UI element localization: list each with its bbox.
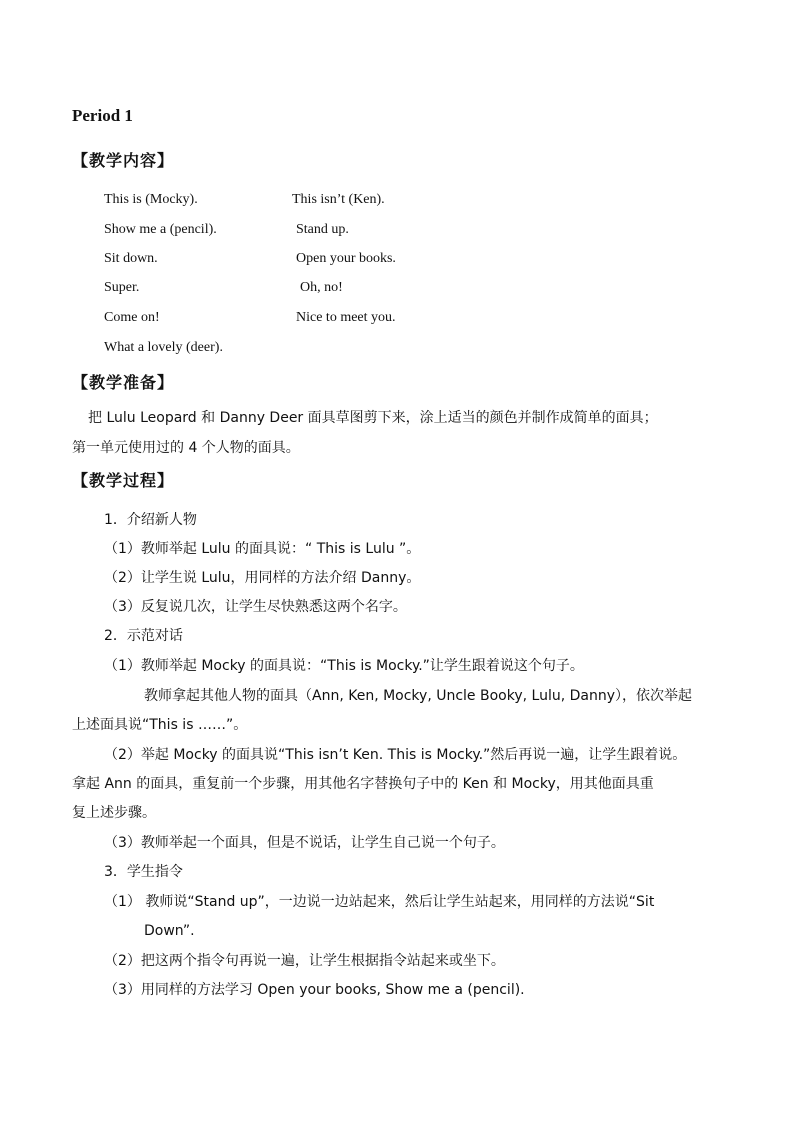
content-phrase: Sit down. [104, 251, 158, 266]
content-phrase: Show me a (pencil). [104, 222, 217, 237]
step-item: 拿起 Ann 的面具，重复前一个步骤，用其他名字替换句子中的 Ken 和 Mocky，用其他面具重 [72, 776, 654, 792]
step-item: （2）让学生说 Lulu，用同样的方法介绍 Danny。 [104, 570, 421, 586]
step-item: （3）反复说几次，让学生尽快熟悉这两个名字。 [104, 599, 407, 615]
step-item: （2）举起 Mocky 的面具说“This isn’t Ken. This is Mocky.”然后再说一遍，让学生跟着说。 [104, 747, 687, 763]
section-heading-content: 【教学内容】 [72, 151, 175, 170]
step-item: （1）教师举起 Mocky 的面具说：“This is Mocky.”让学生跟着说这个句子。 [104, 658, 584, 674]
step-title: 1．介绍新人物 [104, 512, 197, 528]
step-title: 3．学生指令 [104, 864, 183, 880]
step-title: 2．示范对话 [104, 628, 183, 644]
step-item: （3）用同样的方法学习 Open your books, Show me a (pencil). [104, 982, 525, 998]
step-item: 教师拿起其他人物的面具（Ann, Ken, Mocky, Uncle Booky, Lulu, Danny），依次举起 [144, 688, 693, 704]
content-phrase: Come on! [104, 310, 160, 325]
content-phrase: This isn’t (Ken). [292, 192, 385, 207]
content-phrase: Nice to meet you. [296, 310, 396, 325]
step-item: 复上述步骤。 [72, 805, 156, 821]
step-item: （3）教师举起一个面具，但是不说话，让学生自己说一个句子。 [104, 835, 505, 851]
content-phrase: Oh, no! [300, 280, 343, 295]
step-item: 上述面具说“This is ……”。 [72, 717, 248, 733]
content-phrase: Open your books. [296, 251, 396, 266]
step-item: （1）教师举起 Lulu 的面具说：“ This is Lulu ”。 [104, 541, 421, 557]
prep-paragraph-line: 第一单元使用过的 4 个人物的面具。 [72, 440, 300, 456]
step-item: （1） 教师说“Stand up”，一边说一边站起来，然后让学生站起来，用同样的方法说“Sit [104, 894, 655, 910]
step-item: Down”. [144, 923, 195, 939]
section-heading-process: 【教学过程】 [72, 471, 175, 490]
content-phrase: Stand up. [296, 222, 349, 237]
content-phrase: Super. [104, 280, 140, 295]
content-phrase: This is (Mocky). [104, 192, 198, 207]
step-item: （2）把这两个指令句再说一遍，让学生根据指令站起来或坐下。 [104, 953, 505, 969]
content-phrase: What a lovely (deer). [104, 340, 223, 355]
prep-paragraph-line: 把 Lulu Leopard 和 Danny Deer 面具草图剪下来，涂上适当的颜色并制作成简单的面具； [88, 410, 658, 426]
page-title: Period 1 [72, 106, 133, 125]
section-heading-prep: 【教学准备】 [72, 373, 175, 392]
